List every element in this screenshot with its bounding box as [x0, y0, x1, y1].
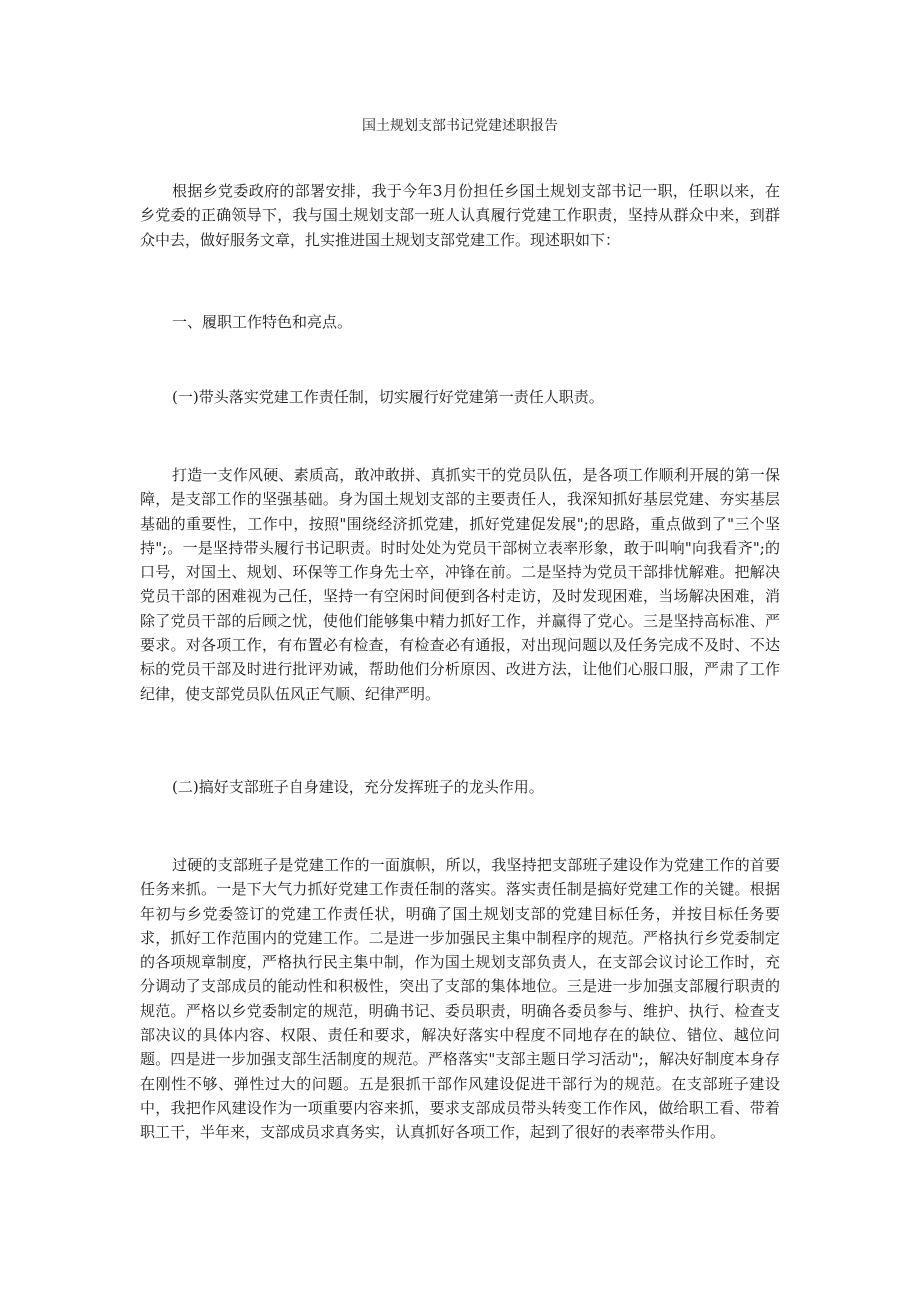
subsection-heading-2: (二)搞好支部班子自身建设，充分发挥班子的龙头作用。 — [172, 778, 544, 796]
section-heading-1: 一、履职工作特色和亮点。 — [172, 313, 353, 331]
subsection-heading-1: (一)带头落实党建工作责任制，切实履行好党建第一责任人职责。 — [172, 388, 604, 406]
subsection-2-paragraph: 过硬的支部班子是党建工作的一面旗帜，所以，我坚持把支部班子建设作为党建工作的首要任务来抓。一是下大气力抓好党建工作责任制的落实。落实责任制是搞好党建工作的关键。根据年初与乡党委签订的党建工作责任状，明确了国土规划支部的党建目标任务，并按目标任务要求，抓好工作范围内的党建工作。二是进一步加强民主集中制程序的规范。严格执行乡党委制定的各项规章制度，严格执行民主集中制，作为国土规划支部负责人，在支部会议讨论工作时，充分调动了支部成员的能动性和积极性，突出了支部的集体地位。三是进一步加强支部履行职责的规范。严格以乡党委制定的规范，明确书记、委员职责，明确各委员参与、维护、执行、检查支部决议的具体内容、权限、责任和要求，解决好落实中程度不同地存在的缺位、错位、越位问题。四是进一步加强支部生活制度的规范。严格落实"支部主题日学习活动";，解决好制度本身存在刚性不够、弹性过大的问题。五是狠抓干部作风建设促进干部行为的规范。在支部班子建设中，我把作风建设作为一项重要内容来抓，要求支部成员带头转变工作作风，做给职工看、带着职工干，半年来，支部成员求真务实，认真抓好各项工作，起到了很好的表率带头作用。 — [140, 856, 780, 1142]
subsection-1-paragraph: 打造一支作风硬、素质高，敢冲敢拼、真抓实干的党员队伍，是各项工作顺利开展的第一保障，是支部工作的坚强基础。身为国土规划支部的主要责任人，我深知抓好基层党建、夯实基层基础的重要性，工作中，按照"围绕经济抓党建，抓好党建促发展";的思路，重点做到了"三个坚持";。一是坚持带头履行书记职责。时时处处为党员干部树立表率形象，敢于叫响"向我看齐";的口号，对国土、规划、环保等工作身先士卒，冲锋在前。二是坚持为党员干部排忧解难。把解决党员干部的困难视为己任，坚持一有空闲时间便到各村走访，及时发现困难，当场解决困难，消除了党员干部的后顾之忧，使他们能够集中精力抓好工作，并赢得了党心。三是坚持高标准、严要求。对各项工作，有布置必有检查，有检查必有通报，对出现问题以及任务完成不及时、不达标的党员干部及时进行批评劝诫，帮助他们分析原因、改进方法，让他们心服口服，严肃了工作纪律，使支部党员队伍风正气顺、纪律严明。 — [140, 466, 780, 703]
document-title: 国土规划支部书记党建述职报告 — [362, 118, 558, 134]
intro-paragraph: 根据乡党委政府的部署安排，我于今年3月份担任乡国土规划支部书记一职，任职以来，在乡党委的正确领导下，我与国土规划支部一班人认真履行党建工作职责，坚持从群众中来，到群众中去，做好服务文章，扎实推进国土规划支部党建工作。现述职如下： — [140, 182, 780, 249]
